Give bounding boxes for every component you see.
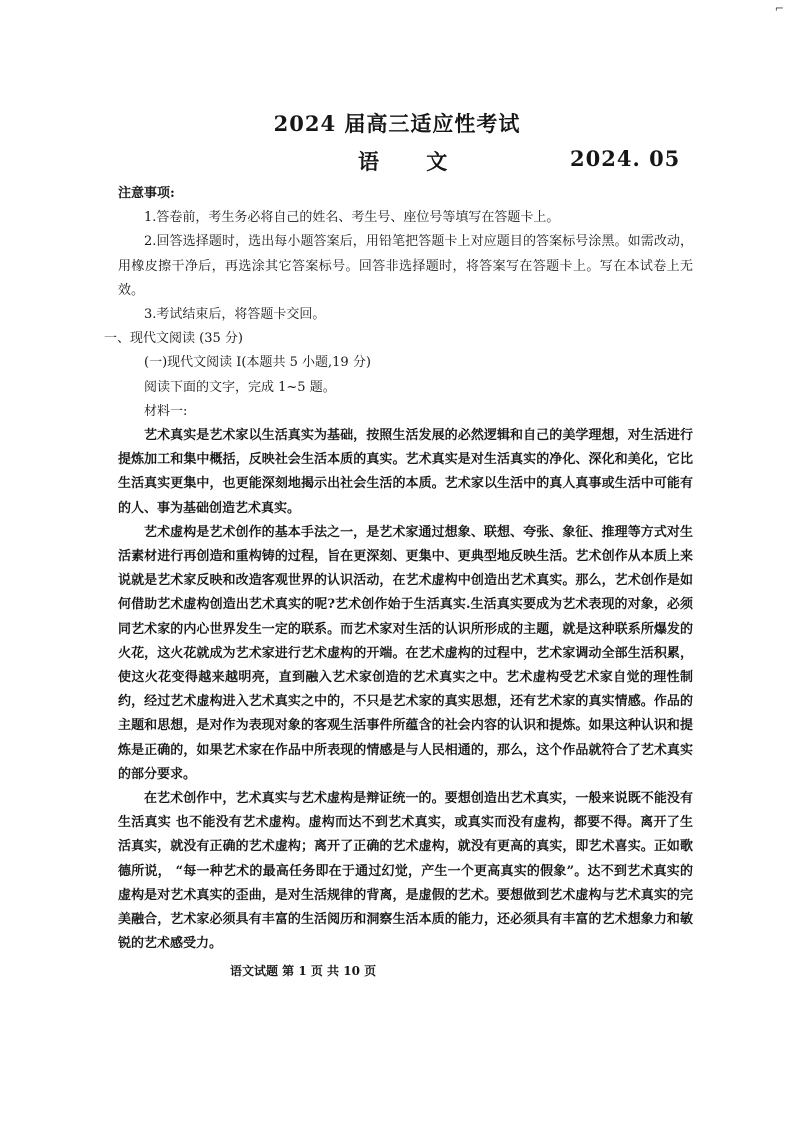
notice-heading: 注意事项: <box>118 186 175 201</box>
corner-mark: ⌐ <box>774 2 784 15</box>
section-instruction: 阅读下面的文字，完成 1~5 题。 <box>144 379 336 395</box>
exam-date: 2024. 05 <box>570 146 681 171</box>
article-paragraph-3: 在艺术创作中，艺术真实与艺术虚构是辩证统一的。要想创造出艺术真实，一般来说既不能没有生活真实 也不能没有艺术虚构。虚构而达不到艺术真实，或真实而没有虚构，都要不得。离开了生活真实，就没有正确的艺术虚构；离开了正确的艺术虚构，就没有更高的真实，即艺术喜实。正如歌德所说， “每一种艺术的最高任务即在于通过幻觉，产生一个更高真实的假象”。达不到艺术真实的虚构是对艺术真实的歪曲，是对生活规律的背离，是虚假的艺术。要想做到艺术虚构与艺术真实的完美融合，艺术家必须具有丰富的生活阅历和洞察生活本质的能力，还必须具有丰富的艺术想象力和敏锐的艺术感受力。 <box>118 791 693 952</box>
section-heading: 一、现代文阅读 (35 分) <box>104 331 243 347</box>
notice-item-1: 1.答卷前，考生务必将自己的姓名、考生号、座位号等填写在答题卡上。 <box>144 210 560 226</box>
notice-item-2: 2.回答选择题时，选出每小题答案后，用铅笔把答题卡上对应题目的答案标号涂黑。如需改动，用橡皮擦干净后，再选涂其它答案标号。回答非选择题时，将答案写在答题卡上。写在本试卷上无效。 <box>118 234 693 298</box>
notice-item-3: 3.考试结束后，将答题卡交回。 <box>144 307 326 323</box>
section-subheading: (一)现代文阅读 I(本题共 5 小题,19 分) <box>144 355 371 371</box>
page-footer: 语文试题 第 1 页 共 10 页 <box>230 964 377 978</box>
exam-title: 2024 届高三适应性考试 <box>273 111 521 136</box>
exam-body <box>104 182 693 957</box>
exam-subject: 语 文 <box>358 149 468 174</box>
material-label: 材料一: <box>144 403 188 419</box>
article-paragraph-1: 艺术真实是艺术家以生活真实为基础，按照生活发展的必然逻辑和自己的美学理想，对生活进行提炼加工和集中概括，反映社会生活本质的真实。艺术真实是对生活真实的净化、深化和美化，它比生活真实更集中，也更能深刻地揭示出社会生活的本质。艺术家以生活中的真人真事或生活中可能有的人、事为基础创造艺术真实。 <box>118 428 693 516</box>
article-paragraph-2: 艺术虚构是艺术创作的基本手法之一，是艺术家通过想象、联想、夸张、象征、推理等方式对生活素材进行再创造和重构铸的过程，旨在更深刻、更集中、更典型地反映生活。艺术创作从本质上来说就是艺术家反映和改造客观世界的认识活动，在艺术虚构中创造出艺术真实。那么，艺术创作是如何借助艺术虚构创造出艺术真实的呢?艺术创作始于生活真实.生活真实要成为艺术表现的对象，必须同艺术家的内心世界发生一定的联系。而艺术家对生活的认识所形成的主题，就是这种联系所爆发的火花，这火花就成为艺术家进行艺术虚构的开端。在艺术虚构的过程中，艺术家调动全部生活积累，使这火花变得越来越明亮，直到融入艺术家创造的艺术真实之中。艺术虚构受艺术家自觉的理性制约，经过艺术虚构进入艺术真实之中的，不只是艺术家的真实思想，还有艺术家的真实情感。作品的主题和思想，是对作为表现对象的客观生活事件所蕴含的社会内容的认识和提炼。如果这种认识和提炼是正确的，如果艺术家在作品中所表现的情感是与人民相通的，那么，这个作品就符合了艺术真实的部分要求。 <box>118 524 693 782</box>
